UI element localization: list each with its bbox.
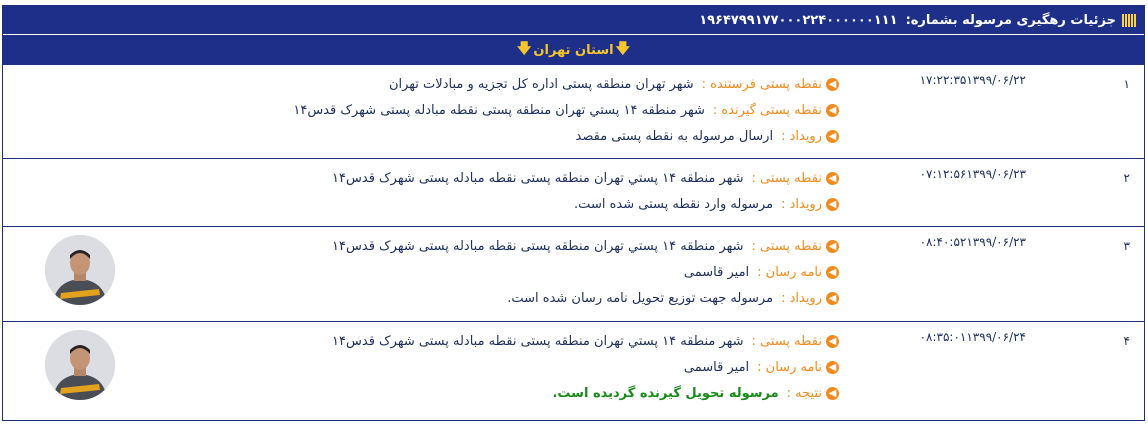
detail-label: نقطه پستی گیرنده :	[712, 102, 822, 118]
arrow-down-icon: 🡇	[615, 41, 630, 57]
province-label: استان تهران	[533, 42, 614, 58]
detail-value: شهر منطقه ۱۴ پستي تهران منطقه پستی نقطه مبادله پستی شهرک قدس۱۴	[332, 238, 744, 254]
detail-value: ارسال مرسوله به نقطه پستی مقصد	[575, 128, 774, 144]
detail-label: نقطه پستی :	[751, 333, 822, 349]
detail-label: نقطه پستی فرستنده :	[701, 76, 822, 92]
province-header	[3, 34, 1144, 65]
arrow-left-circle-icon: ◀	[826, 240, 839, 253]
detail-line	[332, 354, 839, 380]
detail-line	[332, 380, 839, 406]
detail-line	[332, 191, 839, 217]
detail-line	[332, 259, 839, 285]
detail-value: مرسوله جهت توزیع تحویل نامه رسان شده است.	[507, 290, 774, 306]
table-row	[3, 227, 1144, 322]
detail-line	[332, 165, 839, 191]
detail-label: رویداد :	[781, 196, 822, 212]
detail-value: امیر قاسمی	[683, 264, 750, 280]
detail-label: نقطه پستی :	[751, 170, 822, 186]
detail-value: شهر منطقه ۱۴ پستي تهران منطقه پستی نقطه مبادله پستی شهرک قدس۱۴	[332, 170, 744, 186]
arrow-left-circle-icon: ◀	[826, 292, 839, 305]
detail-line	[293, 123, 839, 149]
arrow-left-circle-icon: ◀	[826, 172, 839, 185]
row-datetime: ۰۷:۱۲:۵۶۱۳۹۹/۰۶/۲۳	[919, 167, 1026, 181]
postman-avatar	[45, 235, 115, 305]
arrow-left-circle-icon: ◀	[826, 361, 839, 374]
row-datetime: ۰۸:۴۰:۵۲۱۳۹۹/۰۶/۲۳	[919, 235, 1026, 249]
table-row	[3, 159, 1144, 227]
person-photo-icon	[45, 235, 115, 305]
arrow-left-circle-icon: ◀	[826, 78, 839, 91]
detail-line	[332, 285, 839, 311]
result-value: مرسوله تحویل گیرنده گردیده است.	[552, 385, 779, 401]
arrow-left-circle-icon: ◀	[826, 266, 839, 279]
detail-label: رویداد :	[781, 128, 822, 144]
row-number: ۳	[1123, 239, 1130, 253]
detail-value: شهر منطقه ۱۴ پستي تهران منطقه پستی نقطه مبادله پستی شهرک قدس۱۴	[293, 102, 705, 118]
arrow-left-circle-icon: ◀	[826, 335, 839, 348]
detail-value: امیر قاسمی	[683, 359, 750, 375]
detail-value: مرسوله وارد نقطه پستی شده است.	[574, 196, 774, 212]
detail-label: نتیجه :	[786, 385, 822, 401]
title-text: جزئیات رهگیری مرسوله بشماره:	[905, 12, 1116, 28]
detail-label: نقطه پستی :	[751, 238, 822, 254]
row-datetime: ۱۷:۲۲:۳۵۱۳۹۹/۰۶/۲۲	[919, 73, 1026, 87]
table-row	[3, 65, 1144, 159]
detail-label: نامه رسان :	[757, 359, 822, 375]
detail-line	[332, 328, 839, 354]
tracking-panel	[2, 5, 1145, 421]
table-row	[3, 322, 1144, 416]
title-bar	[3, 6, 1144, 34]
arrow-down-icon: 🡇	[517, 41, 532, 57]
tracking-number: ۱۹۶۴۷۹۹۱۷۷۰۰۰۲۲۴۰۰۰۰۰۰۱۱۱	[699, 12, 898, 28]
barcode-icon	[1122, 14, 1136, 27]
postman-avatar	[45, 330, 115, 400]
row-number: ۱	[1123, 77, 1130, 91]
detail-label: رویداد :	[781, 290, 822, 306]
detail-line	[293, 71, 839, 97]
person-photo-icon	[45, 330, 115, 400]
row-number: ۲	[1123, 171, 1130, 185]
arrow-left-circle-icon: ◀	[826, 104, 839, 117]
detail-value: شهر تهران منطقه پستی اداره کل تجزیه و مبادلات تهران	[388, 76, 694, 92]
arrow-left-circle-icon: ◀	[826, 198, 839, 211]
row-datetime: ۰۸:۳۵:۰۱۱۳۹۹/۰۶/۲۴	[919, 330, 1026, 344]
detail-value: شهر منطقه ۱۴ پستي تهران منطقه پستی نقطه مبادله پستی شهرک قدس۱۴	[332, 333, 744, 349]
arrow-left-circle-icon: ◀	[826, 387, 839, 400]
detail-line	[293, 97, 839, 123]
arrow-left-circle-icon: ◀	[826, 130, 839, 143]
detail-label: نامه رسان :	[757, 264, 822, 280]
detail-line	[332, 233, 839, 259]
row-number: ۴	[1123, 334, 1130, 348]
